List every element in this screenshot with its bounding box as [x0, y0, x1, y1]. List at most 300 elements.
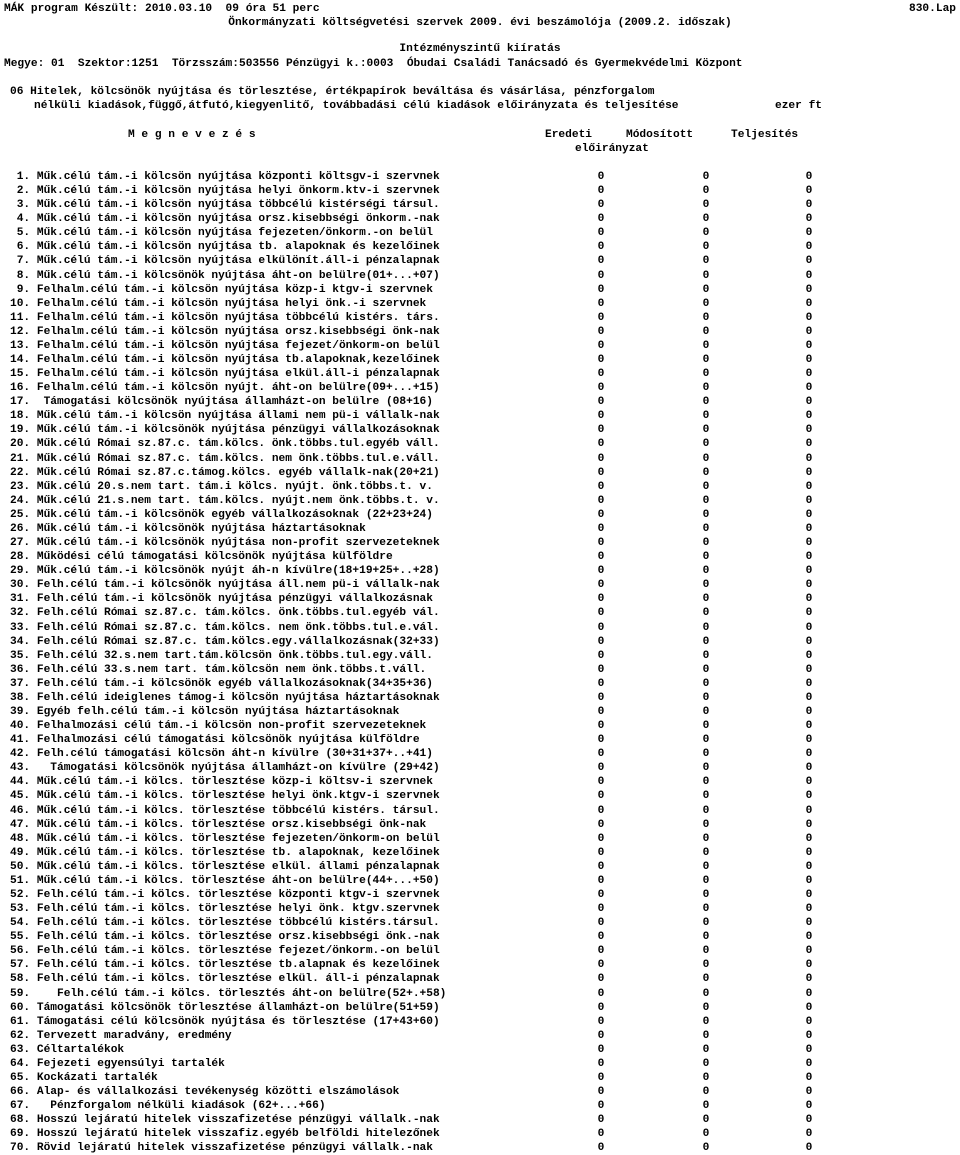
row-label: 30. Felh.célú tám.-i kölcsönök nyújtása áll.nem pü-i vállalk-nak [10, 579, 440, 592]
table-row [10, 846, 960, 860]
original-value: 0 [597, 565, 605, 578]
original-value: 0 [597, 888, 605, 901]
row-label: 39. Egyéb felh.célú tám.-i kölcsön nyújtása háztartásoknak [10, 705, 400, 718]
modified-value: 0 [702, 410, 710, 423]
table-row [10, 719, 960, 733]
original-value: 0 [597, 776, 605, 789]
row-label: 61. Támogatási célú kölcsönök nyújtása és törlesztése (17+43+60) [10, 1015, 440, 1028]
original-value: 0 [597, 1128, 605, 1141]
actual-value: 0 [805, 480, 813, 493]
table-row [10, 212, 960, 226]
modified-value: 0 [702, 790, 710, 803]
row-label: 54. Felh.célú tám.-i kölcs. törlesztése többcélú kistérs.társul. [10, 917, 440, 930]
modified-value: 0 [702, 297, 710, 310]
actual-value: 0 [805, 1072, 813, 1084]
actual-value: 0 [805, 945, 813, 958]
row-label: 49. Műk.célú tám.-i kölcs. törlesztése tb. alapoknak, kezelőinek [10, 846, 440, 859]
column-header-original: Eredeti [545, 129, 592, 141]
table-row [10, 254, 960, 268]
table-row [10, 367, 960, 381]
original-value: 0 [597, 621, 605, 634]
modified-value: 0 [702, 508, 710, 521]
table-row [10, 353, 960, 367]
actual-value: 0 [805, 860, 813, 873]
original-value: 0 [597, 917, 605, 930]
actual-value: 0 [805, 171, 813, 183]
table-row [10, 1071, 960, 1085]
original-value: 0 [597, 846, 605, 859]
table-row [10, 1015, 960, 1029]
actual-value: 0 [805, 776, 813, 789]
table-row [10, 170, 960, 184]
table-row [10, 958, 960, 972]
table-row [10, 691, 960, 705]
program-info: MÁK program Készült: 2010.03.10 09 óra 51 perc [4, 3, 320, 15]
row-label: 9. Felhalm.célú tám.-i kölcsön nyújtása közp-i ktgv-i szervnek [10, 283, 433, 296]
actual-value: 0 [805, 720, 813, 733]
page-ref: 830.Lap [909, 3, 956, 15]
table-row [10, 395, 960, 409]
row-label: 55. Felh.célú tám.-i kölcs. törlesztése orsz.kisebbségi önk.-nak [10, 931, 440, 944]
original-value: 0 [597, 959, 605, 972]
row-label: 70. Rövid lejáratú hitelek visszafizetése pénzügyi vállalk.-nak [10, 1142, 433, 1155]
report-top-line [4, 2, 956, 16]
actual-value: 0 [805, 1086, 813, 1099]
modified-value: 0 [702, 368, 710, 381]
original-value: 0 [597, 297, 605, 310]
modified-value: 0 [702, 438, 710, 451]
row-label: 26. Műk.célú tám.-i kölcsönök nyújtása háztartásoknak [10, 522, 366, 535]
actual-value: 0 [805, 508, 813, 521]
actual-value: 0 [805, 888, 813, 901]
modified-value: 0 [702, 354, 710, 367]
original-value: 0 [597, 269, 605, 282]
original-value: 0 [597, 1029, 605, 1042]
modified-value: 0 [702, 832, 710, 845]
actual-value: 0 [805, 1128, 813, 1141]
original-value: 0 [597, 790, 605, 803]
table-row [10, 522, 960, 536]
modified-value: 0 [702, 931, 710, 944]
table-row [10, 944, 960, 958]
actual-value: 0 [805, 551, 813, 564]
row-label: 58. Felh.célú tám.-i kölcs. törlesztése elkül. áll-i pénzalapnak [10, 973, 440, 986]
actual-value: 0 [805, 734, 813, 747]
section-title-line1: 06 Hitelek, kölcsönök nyújtása és törlesztése, értékpapírok beváltása és vásárlása, pénzforgalom [10, 86, 655, 98]
row-label: 52. Felh.célú tám.-i kölcs. törlesztése központi ktgv-i szervnek [10, 888, 440, 901]
modified-value: 0 [702, 917, 710, 930]
modified-value: 0 [702, 565, 710, 578]
modified-value: 0 [702, 311, 710, 324]
table-row [10, 1001, 960, 1015]
institution-line: Megye: 01 Szektor:1251 Törzsszám:503556 Pénzügyi k.:0003 Óbudai Családi Tanácsadó és Gyermekvédelmi Központ [4, 58, 743, 70]
row-label: 31. Felh.célú tám.-i kölcsönök nyújtása pénzügyi vállalkozásnak [10, 593, 433, 606]
row-label: 56. Felh.célú tám.-i kölcs. törlesztése fejezet/önkorm.-on belül [10, 945, 440, 958]
modified-value: 0 [702, 255, 710, 268]
modified-value: 0 [702, 1100, 710, 1113]
modified-value: 0 [702, 1128, 710, 1141]
row-label: 16. Felhalm.célú tám.-i kölcsön nyújt. áht-on belülre(09+...+15) [10, 382, 440, 395]
original-value: 0 [597, 410, 605, 423]
table-row [10, 902, 960, 916]
modified-value: 0 [702, 776, 710, 789]
actual-value: 0 [805, 424, 813, 437]
original-value: 0 [597, 1142, 605, 1155]
actual-value: 0 [805, 691, 813, 704]
modified-value: 0 [702, 171, 710, 183]
modified-value: 0 [702, 1015, 710, 1028]
actual-value: 0 [805, 354, 813, 367]
table-row [10, 775, 960, 789]
actual-value: 0 [805, 762, 813, 775]
table-row [10, 437, 960, 451]
data-table [10, 170, 960, 1155]
actual-value: 0 [805, 255, 813, 268]
original-value: 0 [597, 185, 605, 198]
modified-value: 0 [702, 269, 710, 282]
actual-value: 0 [805, 663, 813, 676]
row-label: 37. Felh.célú tám.-i kölcsönök egyéb vállalkozásoknak(34+35+36) [10, 677, 433, 690]
original-value: 0 [597, 382, 605, 395]
table-row [10, 240, 960, 254]
original-value: 0 [597, 720, 605, 733]
row-label: 63. Céltartalékok [10, 1043, 125, 1056]
actual-value: 0 [805, 565, 813, 578]
row-label: 10. Felhalm.célú tám.-i kölcsön nyújtása helyi önk.-i szervnek [10, 297, 427, 310]
row-label: 38. Felh.célú ideiglenes támog-i kölcsön nyújtása háztartásoknak [10, 691, 440, 704]
original-value: 0 [597, 748, 605, 761]
actual-value: 0 [805, 199, 813, 212]
row-label: 46. Műk.célú tám.-i kölcs. törlesztése többcélú kistérs. társul. [10, 804, 440, 817]
row-label: 68. Hosszú lejáratú hitelek visszafizetése pénzügyi vállalk.-nak [10, 1114, 440, 1127]
modified-value: 0 [702, 480, 710, 493]
original-value: 0 [597, 213, 605, 226]
original-value: 0 [597, 1072, 605, 1084]
modified-value: 0 [702, 663, 710, 676]
modified-value: 0 [702, 396, 710, 409]
modified-value: 0 [702, 705, 710, 718]
report-scope: Intézményszintű kiíratás [399, 43, 561, 55]
column-header-estimate: előirányzat [575, 143, 649, 155]
original-value: 0 [597, 593, 605, 606]
modified-value: 0 [702, 621, 710, 634]
actual-value: 0 [805, 1142, 813, 1155]
row-label: 69. Hosszú lejáratú hitelek visszafiz.egyéb belföldi hitelezőnek [10, 1128, 440, 1141]
original-value: 0 [597, 1100, 605, 1113]
row-label: 33. Felh.célú Római sz.87.c. tám.kölcs. nem önk.többs.tul.e.vál. [10, 621, 440, 634]
column-header-actual: Teljesítés [731, 129, 799, 141]
row-label: 1. Műk.célú tám.-i kölcsön nyújtása központi költsgv-i szervnek [10, 171, 440, 183]
table-row [10, 311, 960, 325]
actual-value: 0 [805, 494, 813, 507]
actual-value: 0 [805, 579, 813, 592]
modified-value: 0 [702, 959, 710, 972]
table-row [10, 297, 960, 311]
modified-value: 0 [702, 227, 710, 240]
table-row [10, 1141, 960, 1155]
actual-value: 0 [805, 635, 813, 648]
row-label: 51. Műk.célú tám.-i kölcs. törlesztése áht-on belülre(44+...+50) [10, 874, 440, 887]
table-row [10, 494, 960, 508]
table-row [10, 536, 960, 550]
actual-value: 0 [805, 185, 813, 198]
actual-value: 0 [805, 649, 813, 662]
modified-value: 0 [702, 1072, 710, 1084]
actual-value: 0 [805, 438, 813, 451]
original-value: 0 [597, 522, 605, 535]
table-row [10, 972, 960, 986]
row-label: 14. Felhalm.célú tám.-i kölcsön nyújtása tb.alapoknak,kezelőinek [10, 354, 440, 367]
original-value: 0 [597, 537, 605, 550]
actual-value: 0 [805, 903, 813, 916]
actual-value: 0 [805, 846, 813, 859]
actual-value: 0 [805, 818, 813, 831]
modified-value: 0 [702, 199, 710, 212]
original-value: 0 [597, 818, 605, 831]
row-label: 2. Műk.célú tám.-i kölcsön nyújtása helyi önkorm.ktv-i szervnek [10, 185, 440, 198]
table-row [10, 874, 960, 888]
row-label: 57. Felh.célú tám.-i kölcs. törlesztése tb.alapnak és kezelőinek [10, 959, 440, 972]
table-row [10, 789, 960, 803]
unit-label: ezer ft [775, 100, 822, 112]
original-value: 0 [597, 705, 605, 718]
modified-value: 0 [702, 1001, 710, 1014]
actual-value: 0 [805, 607, 813, 620]
row-label: 60. Támogatási kölcsönök törlesztése államházt-on belülre(51+59) [10, 1001, 440, 1014]
row-label: 4. Műk.célú tám.-i kölcsön nyújtása orsz.kisebbségi önkorm.-nak [10, 213, 440, 226]
modified-value: 0 [702, 691, 710, 704]
original-value: 0 [597, 1001, 605, 1014]
row-label: 18. Műk.célú tám.-i kölcsön nyújtása állami nem pü-i vállalk-nak [10, 410, 440, 423]
modified-value: 0 [702, 734, 710, 747]
original-value: 0 [597, 339, 605, 352]
row-label: 8. Műk.célú tám.-i kölcsönök nyújtása áht-on belülre(01+...+07) [10, 269, 440, 282]
table-row [10, 635, 960, 649]
row-label: 27. Műk.célú tám.-i kölcsönök nyújtása non-profit szervezeteknek [10, 537, 440, 550]
row-label: 21. Műk.célú Római sz.87.c. tám.kölcs. nem önk.többs.tul.e.váll. [10, 452, 440, 465]
actual-value: 0 [805, 790, 813, 803]
report-title: Önkormányzati költségvetési szervek 2009. évi beszámolója (2009.2. időszak) [228, 17, 732, 29]
actual-value: 0 [805, 1015, 813, 1028]
modified-value: 0 [702, 649, 710, 662]
actual-value: 0 [805, 283, 813, 296]
modified-value: 0 [702, 874, 710, 887]
row-label: 53. Felh.célú tám.-i kölcs. törlesztése helyi önk. ktgv.szervnek [10, 903, 440, 916]
modified-value: 0 [702, 748, 710, 761]
row-label: 64. Fejezeti egyensúlyi tartalék [10, 1057, 225, 1070]
original-value: 0 [597, 508, 605, 521]
row-label: 36. Felh.célú 33.s.nem tart. tám.kölcsön nem önk.többs.t.váll. [10, 663, 427, 676]
row-label: 12. Felhalm.célú tám.-i kölcsön nyújtása orsz.kisebbségi önk-nak [10, 325, 440, 338]
modified-value: 0 [702, 593, 710, 606]
actual-value: 0 [805, 297, 813, 310]
table-row [10, 888, 960, 902]
row-label: 11. Felhalm.célú tám.-i kölcsön nyújtása többcélú kistérs. társ. [10, 311, 440, 324]
original-value: 0 [597, 762, 605, 775]
original-value: 0 [597, 607, 605, 620]
table-row [10, 1113, 960, 1127]
row-label: 25. Műk.célú tám.-i kölcsönök egyéb vállalkozásoknak (22+23+24) [10, 508, 433, 521]
actual-value: 0 [805, 1114, 813, 1127]
actual-value: 0 [805, 382, 813, 395]
table-row [10, 761, 960, 775]
row-label: 45. Műk.célú tám.-i kölcs. törlesztése helyi önk.ktgv-i szervnek [10, 790, 440, 803]
original-value: 0 [597, 1043, 605, 1056]
original-value: 0 [597, 424, 605, 437]
modified-value: 0 [702, 579, 710, 592]
row-label: 29. Műk.célú tám.-i kölcsönök nyújt áh-n kívülre(18+19+25+..+28) [10, 565, 440, 578]
actual-value: 0 [805, 213, 813, 226]
modified-value: 0 [702, 339, 710, 352]
actual-value: 0 [805, 1043, 813, 1056]
table-row [10, 804, 960, 818]
original-value: 0 [597, 368, 605, 381]
modified-value: 0 [702, 424, 710, 437]
table-row [10, 564, 960, 578]
actual-value: 0 [805, 339, 813, 352]
actual-value: 0 [805, 987, 813, 1000]
table-row [10, 592, 960, 606]
original-value: 0 [597, 649, 605, 662]
row-label: 20. Műk.célú Római sz.87.c. tám.kölcs. önk.többs.tul.egyéb váll. [10, 438, 440, 451]
original-value: 0 [597, 579, 605, 592]
modified-value: 0 [702, 1086, 710, 1099]
modified-value: 0 [702, 382, 710, 395]
original-value: 0 [597, 663, 605, 676]
modified-value: 0 [702, 860, 710, 873]
modified-value: 0 [702, 888, 710, 901]
table-row [10, 621, 960, 635]
row-label: 43. Támogatási kölcsönök nyújtása államházt-on kívülre (29+42) [10, 762, 440, 775]
original-value: 0 [597, 255, 605, 268]
table-row [10, 818, 960, 832]
original-value: 0 [597, 677, 605, 690]
row-label: 23. Műk.célú 20.s.nem tart. tám.i kölcs. nyújt. önk.többs.t. v. [10, 480, 433, 493]
table-row [10, 1099, 960, 1113]
actual-value: 0 [805, 874, 813, 887]
table-row [10, 381, 960, 395]
modified-value: 0 [702, 1114, 710, 1127]
table-row [10, 677, 960, 691]
table-row [10, 832, 960, 846]
table-row [10, 409, 960, 423]
actual-value: 0 [805, 959, 813, 972]
row-label: 7. Műk.célú tám.-i kölcsön nyújtása elkülönít.áll-i pénzalapnak [10, 255, 440, 268]
original-value: 0 [597, 311, 605, 324]
row-label: 5. Műk.célú tám.-i kölcsön nyújtása fejezeten/önkorm.-on belül [10, 227, 433, 240]
original-value: 0 [597, 171, 605, 183]
row-label: 15. Felhalm.célú tám.-i kölcsön nyújtása elkül.áll-i pénzalapnak [10, 368, 440, 381]
original-value: 0 [597, 931, 605, 944]
original-value: 0 [597, 860, 605, 873]
row-label: 66. Alap- és vállalkozási tevékenység közötti elszámolások [10, 1086, 400, 1099]
row-label: 32. Felh.célú Római sz.87.c. tám.kölcs. önk.többs.tul.egyéb vál. [10, 607, 440, 620]
original-value: 0 [597, 1086, 605, 1099]
modified-value: 0 [702, 635, 710, 648]
actual-value: 0 [805, 452, 813, 465]
original-value: 0 [597, 832, 605, 845]
table-row [10, 578, 960, 592]
column-header-name: M e g n e v e z é s [128, 129, 256, 141]
modified-value: 0 [702, 677, 710, 690]
table-row [10, 705, 960, 719]
original-value: 0 [597, 734, 605, 747]
table-row [10, 1085, 960, 1099]
row-label: 40. Felhalmozási célú tám.-i kölcsön non-profit szervezeteknek [10, 720, 427, 733]
original-value: 0 [597, 354, 605, 367]
table-row [10, 198, 960, 212]
table-row [10, 747, 960, 761]
table-row [10, 269, 960, 283]
actual-value: 0 [805, 368, 813, 381]
row-label: 34. Felh.célú Római sz.87.c. tám.kölcs.egy.vállalkozásnak(32+33) [10, 635, 440, 648]
modified-value: 0 [702, 762, 710, 775]
original-value: 0 [597, 804, 605, 817]
modified-value: 0 [702, 283, 710, 296]
actual-value: 0 [805, 537, 813, 550]
original-value: 0 [597, 325, 605, 338]
original-value: 0 [597, 199, 605, 212]
actual-value: 0 [805, 227, 813, 240]
actual-value: 0 [805, 396, 813, 409]
column-header-modified: Módosított [626, 129, 694, 141]
original-value: 0 [597, 945, 605, 958]
row-label: 35. Felh.célú 32.s.nem tart.tám.kölcsön önk.többs.tul.egy.váll. [10, 649, 433, 662]
row-label: 24. Műk.célú 21.s.nem tart. tám.kölcs. nyújt.nem önk.többs.t. v. [10, 494, 440, 507]
row-label: 17. Támogatási kölcsönök nyújtása államházt-on belülre (08+16) [10, 396, 433, 409]
table-row [10, 987, 960, 1001]
modified-value: 0 [702, 804, 710, 817]
modified-value: 0 [702, 466, 710, 479]
actual-value: 0 [805, 1001, 813, 1014]
actual-value: 0 [805, 931, 813, 944]
original-value: 0 [597, 283, 605, 296]
table-row [10, 184, 960, 198]
table-row [10, 480, 960, 494]
actual-value: 0 [805, 593, 813, 606]
actual-value: 0 [805, 705, 813, 718]
table-row [10, 423, 960, 437]
table-row [10, 1029, 960, 1043]
modified-value: 0 [702, 818, 710, 831]
table-row [10, 930, 960, 944]
table-row [10, 1127, 960, 1141]
actual-value: 0 [805, 241, 813, 254]
original-value: 0 [597, 691, 605, 704]
table-row [10, 606, 960, 620]
actual-value: 0 [805, 973, 813, 986]
modified-value: 0 [702, 607, 710, 620]
table-row [10, 733, 960, 747]
original-value: 0 [597, 466, 605, 479]
actual-value: 0 [805, 1029, 813, 1042]
original-value: 0 [597, 635, 605, 648]
modified-value: 0 [702, 325, 710, 338]
original-value: 0 [597, 396, 605, 409]
table-row [10, 226, 960, 240]
table-row [10, 550, 960, 564]
row-label: 44. Műk.célú tám.-i kölcs. törlesztése közp-i költsv-i szervnek [10, 776, 433, 789]
actual-value: 0 [805, 804, 813, 817]
actual-value: 0 [805, 325, 813, 338]
modified-value: 0 [702, 1043, 710, 1056]
modified-value: 0 [702, 213, 710, 226]
table-row [10, 916, 960, 930]
modified-value: 0 [702, 1057, 710, 1070]
original-value: 0 [597, 903, 605, 916]
original-value: 0 [597, 438, 605, 451]
modified-value: 0 [702, 241, 710, 254]
